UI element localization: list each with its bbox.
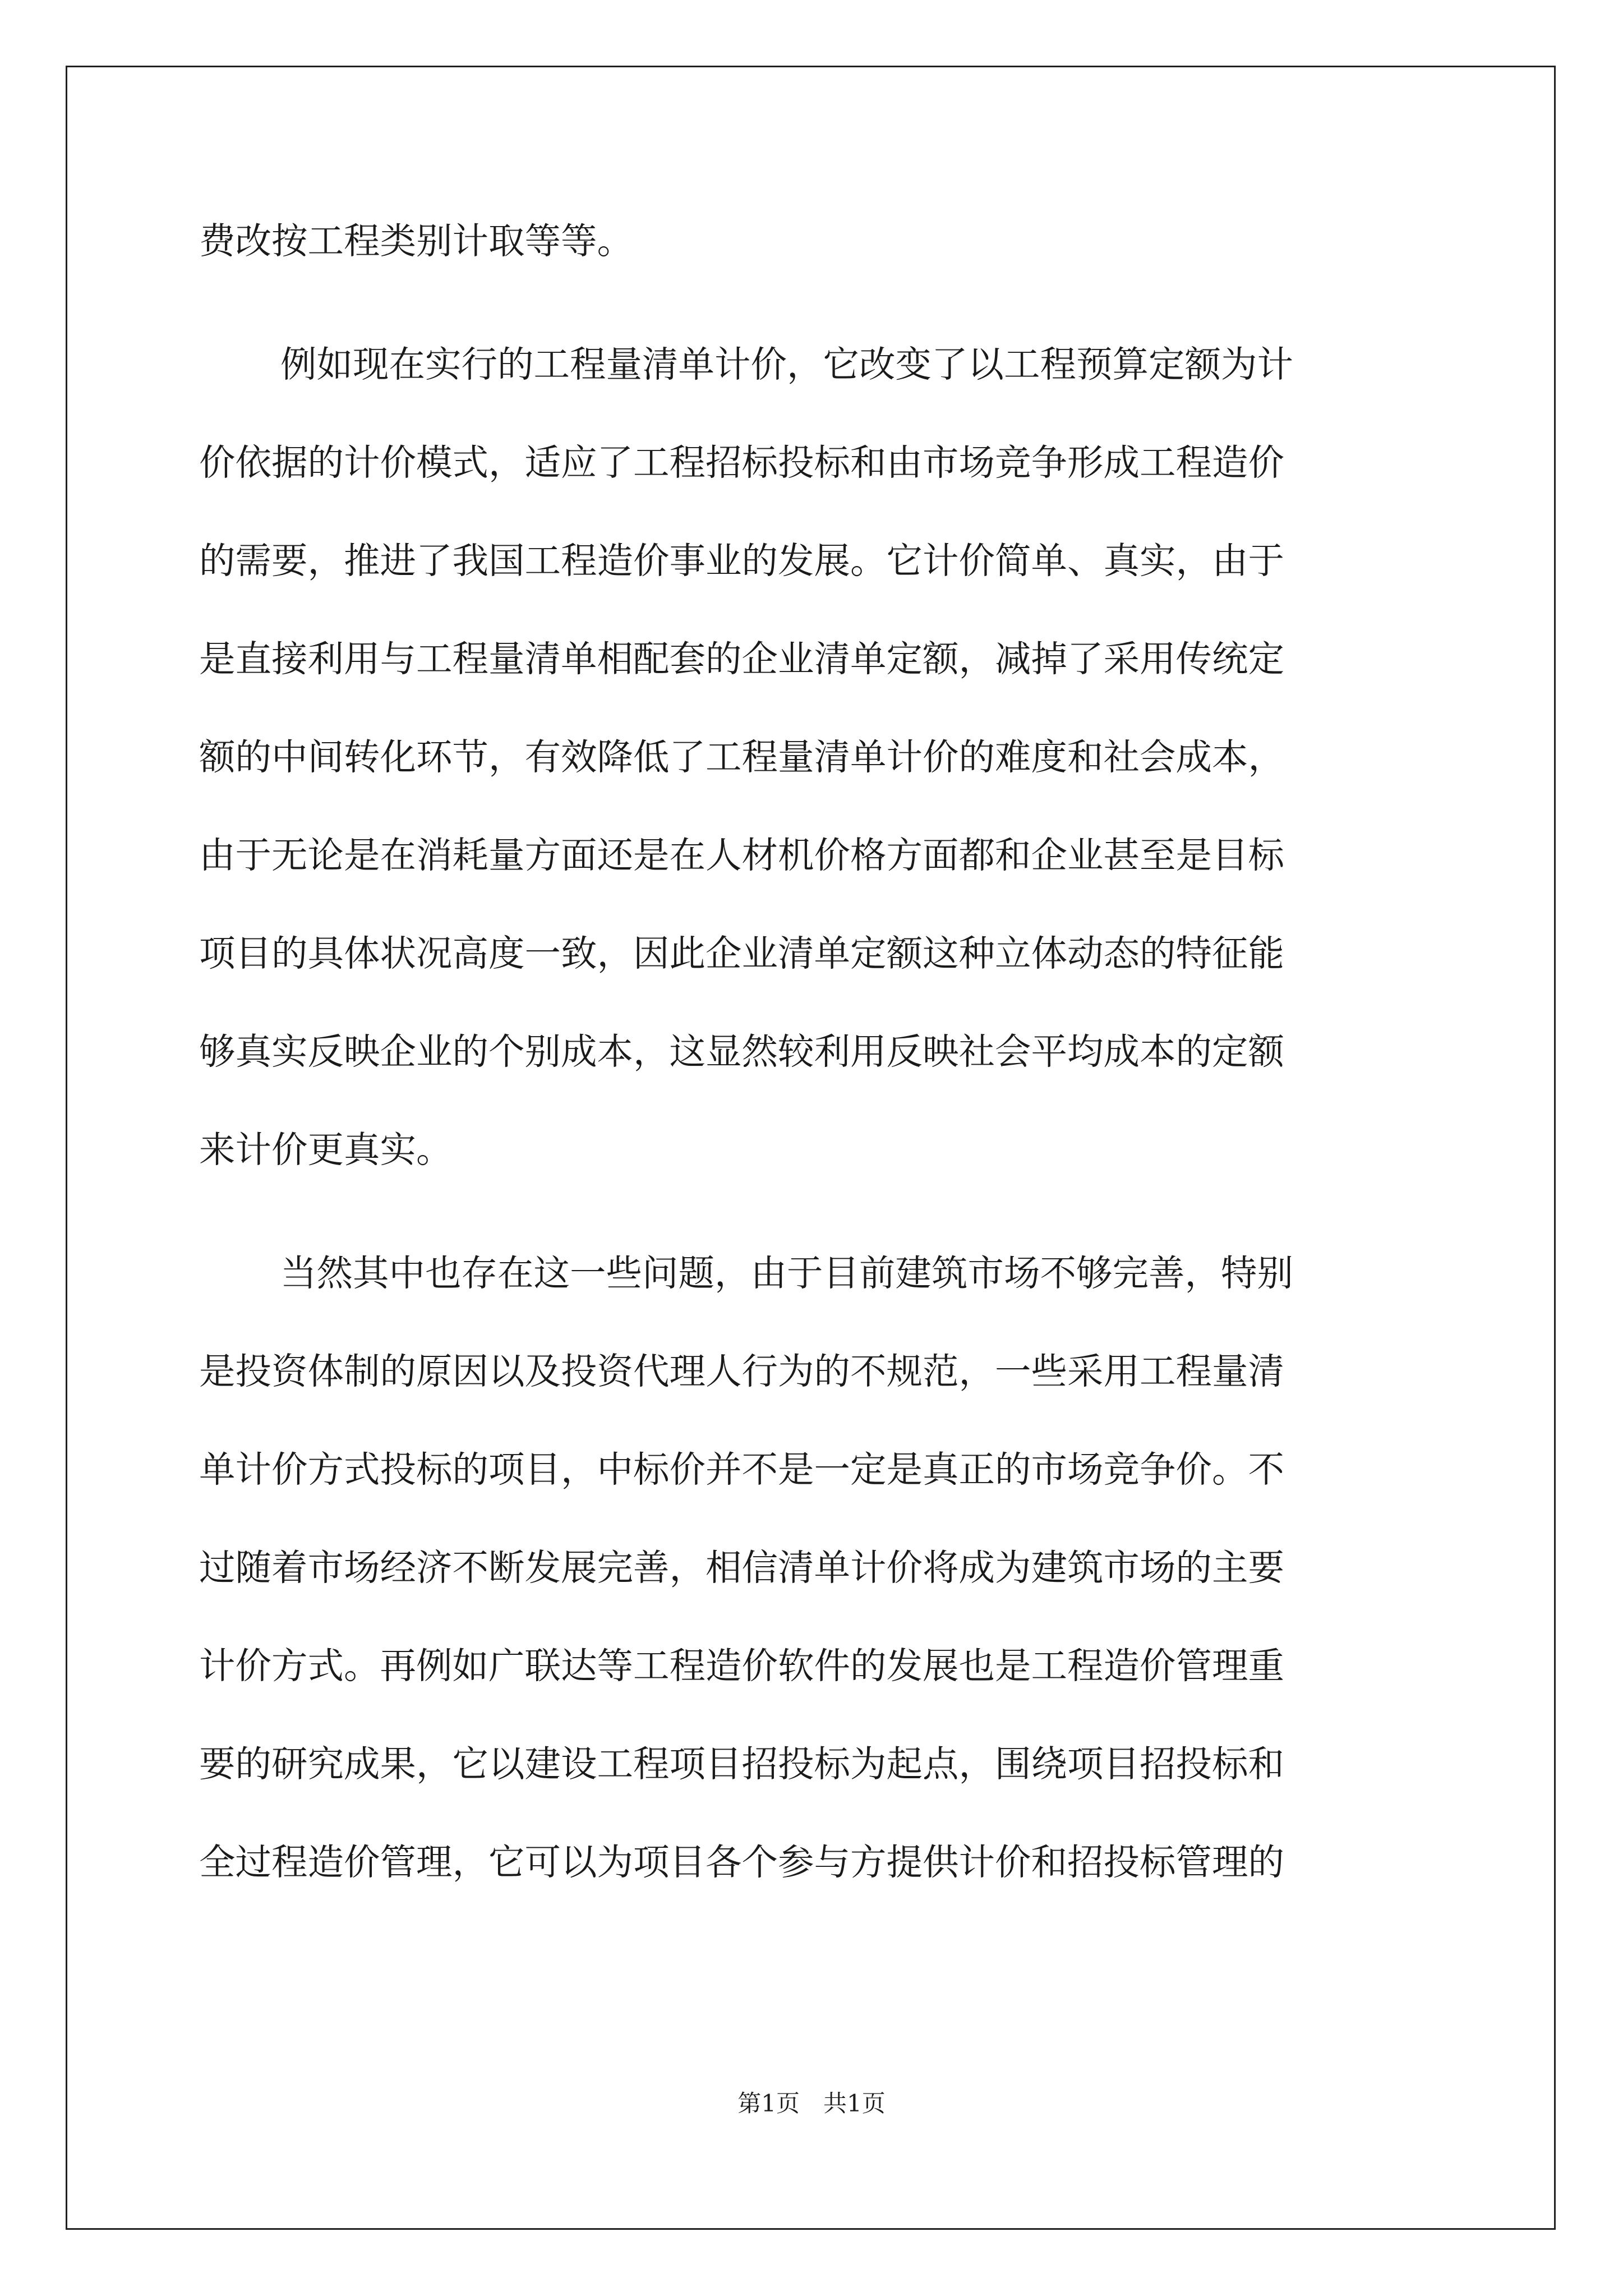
text-line: 过随着市场经济不断发展完善，相信清单计价将成为建筑市场的主要 [199, 1547, 1285, 1589]
text-line: 是投资体制的原因以及投资代理人行为的不规范，一些采用工程量清 [199, 1351, 1285, 1393]
text-line: 计价方式。再例如广联达等工程造价软件的发展也是工程造价管理重 [199, 1645, 1285, 1687]
text-line: 额的中间转化环节，有效降低了工程量清单计价的难度和社会成本， [199, 737, 1285, 779]
text-line: 全过程造价管理，它可以为项目各个参与方提供计价和招投标管理的 [199, 1842, 1285, 1884]
text-line: 单计价方式投标的项目，中标价并不是一定是真正的市场竞争价。不 [199, 1449, 1285, 1491]
text-line: 项目的具体状况高度一致，因此企业清单定额这种立体动态的特征能 [199, 933, 1285, 975]
text-line: 够真实反映企业的个别成本，这显然较利用反映社会平均成本的定额 [199, 1031, 1285, 1073]
text-line: 要的研究成果，它以建设工程项目招投标为起点，围绕项目招投标和 [199, 1743, 1285, 1786]
paragraph-first-line: 当然其中也存在这一些问题，由于目前建筑市场不够完善，特别 [280, 1253, 1294, 1295]
text-line: 费改按工程类别计取等等。 [199, 220, 634, 263]
text-line: 来计价更真实。 [199, 1129, 453, 1171]
paragraph-first-line: 例如现在实行的工程量清单计价，它改变了以工程预算定额为计 [280, 344, 1294, 386]
page-footer: 第1页 共1页 [737, 2090, 886, 2117]
text-line: 的需要，推进了我国工程造价事业的发展。它计价简单、真实，由于 [199, 540, 1285, 582]
text-line: 是直接利用与工程量清单相配套的企业清单定额，减掉了采用传统定 [199, 638, 1285, 680]
text-line: 由于无论是在消耗量方面还是在人材机价格方面都和企业甚至是目标 [199, 835, 1285, 877]
text-line: 价依据的计价模式，适应了工程招标投标和由市场竞争形成工程造价 [199, 442, 1285, 484]
